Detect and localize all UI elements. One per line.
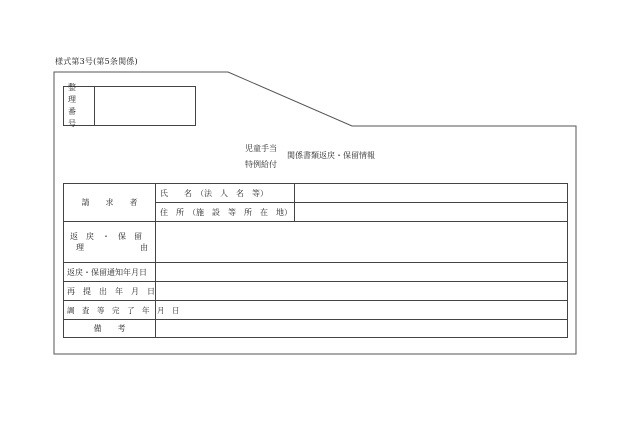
title-line1: 児童手当	[245, 144, 277, 153]
title-line2: 特例給付	[245, 160, 277, 169]
seiri-bango-box	[63, 83, 196, 128]
tsuchi-date-field[interactable]	[156, 263, 568, 282]
info-table	[63, 183, 568, 338]
title-prefix	[245, 141, 277, 173]
henrei-riyu-field[interactable]	[156, 222, 568, 263]
henrei-line2: 理 由	[76, 243, 148, 252]
form-number-caption: 様式第3号(第5条関係)	[55, 57, 138, 66]
shimei-field[interactable]	[295, 184, 568, 203]
saiteishutsu-date-field[interactable]	[156, 282, 568, 301]
biko-field[interactable]	[156, 320, 568, 338]
jusho-field[interactable]	[295, 203, 568, 222]
jusho-label: 住 所 （施 設 等 所 在 地）	[156, 203, 295, 222]
chosa-date-label: 調 査 等 完 了 年 月 日	[64, 301, 156, 320]
chosa-date-field[interactable]	[156, 301, 568, 320]
seiri-bango-field[interactable]	[95, 87, 195, 125]
biko-label: 備 考	[64, 320, 156, 338]
shimei-label: 氏 名 （法 人 名 等）	[156, 184, 295, 203]
henrei-line1: 返 戻 ・ 保 留	[70, 232, 142, 241]
seikyusha-label: 請 求 者	[64, 184, 156, 222]
seiri-label-line2: 番 号	[68, 107, 96, 128]
seiri-label-line1: 整 理	[68, 83, 96, 104]
henrei-riyu-label	[64, 222, 156, 263]
document-title: 関係書類返戻・保留情報	[287, 151, 375, 160]
seiri-bango-label	[64, 83, 96, 128]
tsuchi-date-label: 返戻・保留通知年月日	[64, 263, 156, 282]
saiteishutsu-date-label: 再 提 出 年 月 日	[64, 282, 156, 301]
